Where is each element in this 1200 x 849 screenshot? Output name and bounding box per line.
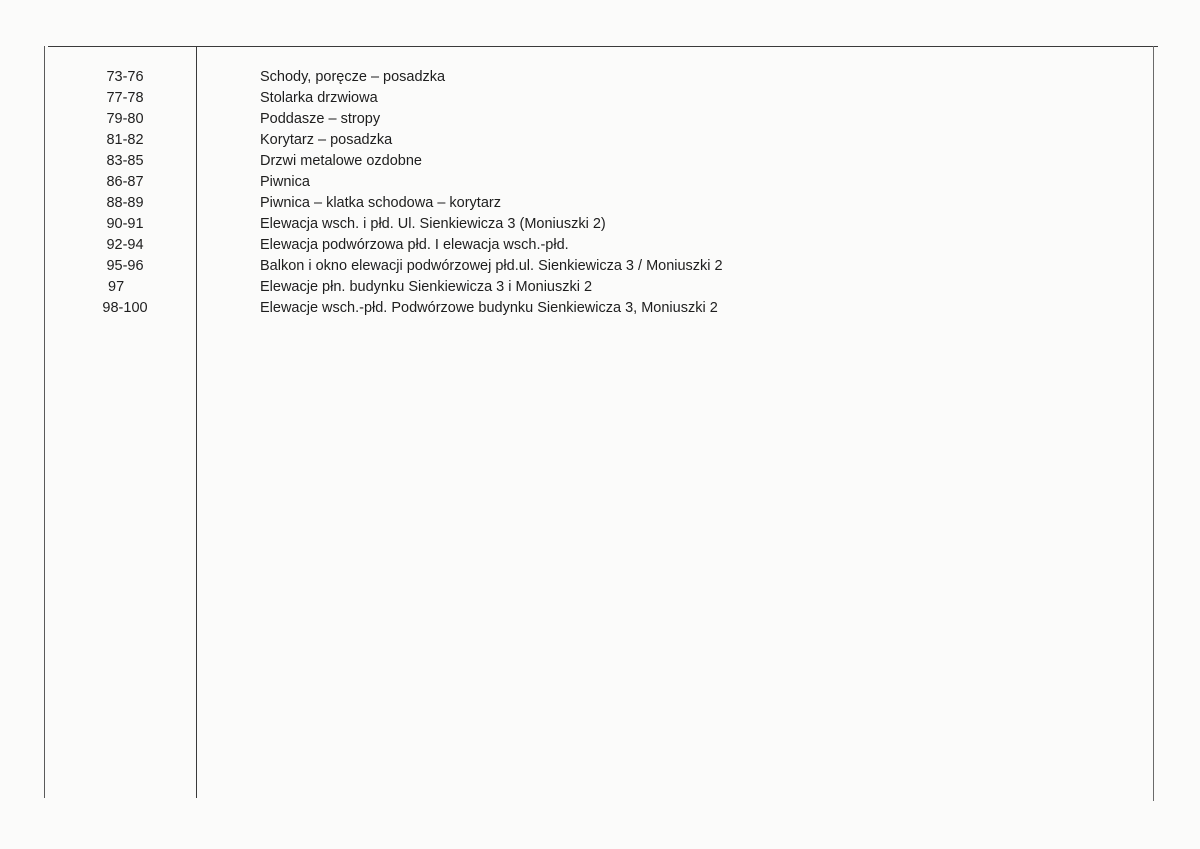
table-row: [0, 109, 1200, 130]
row-description: Elewacje wsch.-płd. Podwórzowe budynku Sienkiewicza 3, Moniuszki 2: [260, 300, 718, 316]
page-range: 77-78: [106, 90, 144, 106]
table-row: [0, 298, 1200, 319]
table-row: [0, 88, 1200, 109]
table-row: [0, 277, 1200, 298]
row-description: Piwnica – klatka schodowa – korytarz: [260, 195, 501, 211]
row-description: Korytarz – posadzka: [260, 132, 393, 148]
row-description: Schody, poręcze – posadzka: [260, 69, 446, 85]
table-row: [0, 130, 1200, 151]
table-row: [0, 172, 1200, 193]
row-description: Drzwi metalowe ozdobne: [260, 153, 422, 169]
row-description: Poddasze – stropy: [260, 111, 381, 127]
table-row: [0, 214, 1200, 235]
table-row: [0, 256, 1200, 277]
page-range: 73-76: [106, 69, 144, 85]
page-range: 79-80: [106, 111, 144, 127]
row-description: Elewacje płn. budynku Sienkiewicza 3 i Moniuszki 2: [260, 279, 593, 295]
row-description: Elewacja wsch. i płd. Ul. Sienkiewicza 3 (Moniuszki 2): [260, 216, 606, 232]
row-description: Piwnica: [260, 174, 310, 190]
table-row: [0, 235, 1200, 256]
row-description: Stolarka drzwiowa: [260, 90, 378, 106]
table-row: [0, 151, 1200, 172]
page-range: 97: [108, 279, 125, 295]
table-row: [0, 67, 1200, 88]
page-range: 86-87: [106, 174, 144, 190]
page-range: 88-89: [106, 195, 144, 211]
page-range: 98-100: [102, 300, 148, 316]
page-range: 90-91: [106, 216, 144, 232]
page-range: 95-96: [106, 258, 144, 274]
page-range: 81-82: [106, 132, 144, 148]
page-range: 83-85: [106, 153, 144, 169]
table-top-border: [48, 46, 1158, 47]
row-description: Balkon i okno elewacji podwórzowej płd.ul. Sienkiewicza 3 / Moniuszki 2: [260, 258, 723, 274]
table-row: [0, 193, 1200, 214]
row-description: Elewacja podwórzowa płd. I elewacja wsch.-płd.: [260, 237, 569, 253]
page-range: 92-94: [106, 237, 144, 253]
